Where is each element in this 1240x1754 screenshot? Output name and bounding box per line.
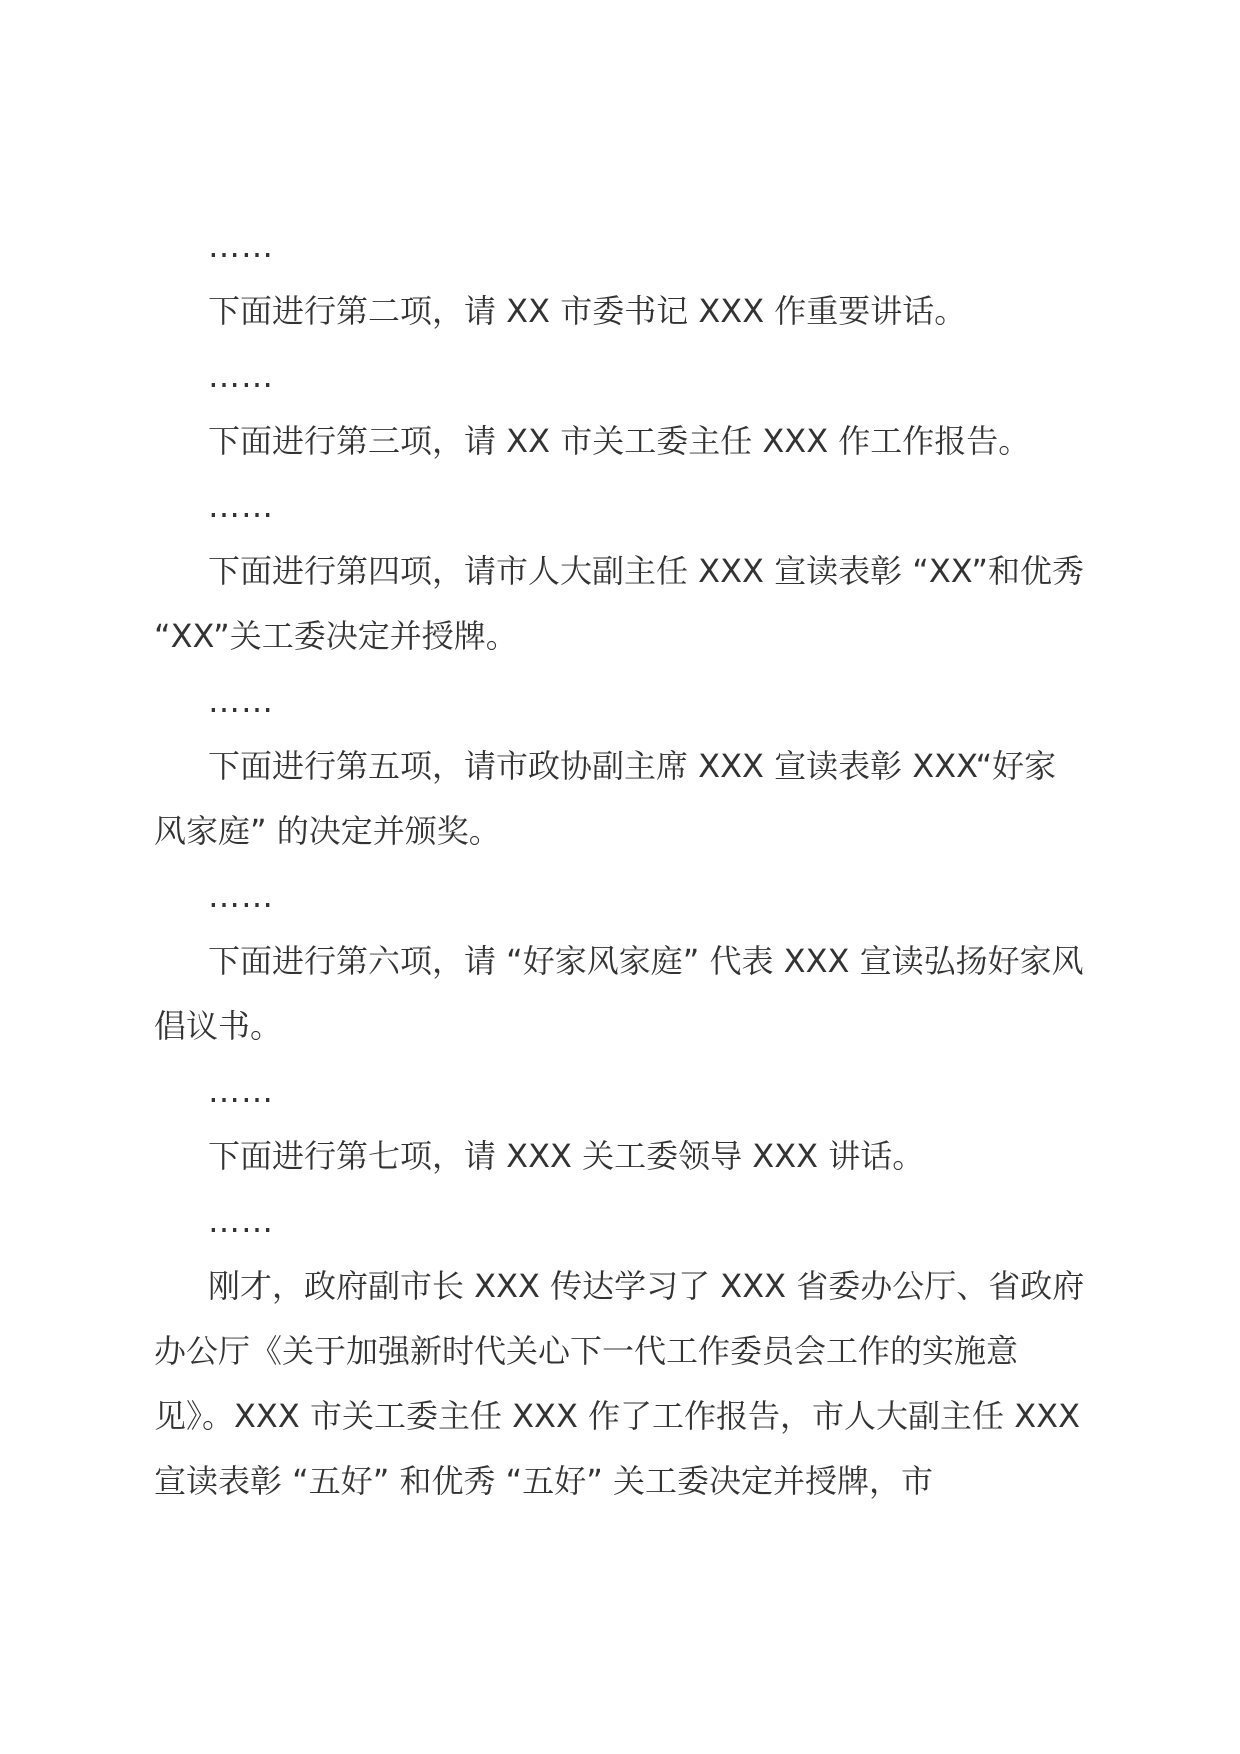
agenda-item-3: 下面进行第三项，请 XX 市关工委主任 XXX 作工作报告。 [208, 422, 1031, 460]
summary-paragraph: 刚才，政府副市长 XXX 传达学习了 XXX 省委办公厅、省政府办公厅《关于加强新时代关心下一代工作委员会工作的实施意见》。XXX 市关工委主任 XXX 作了工作报告，市人大副主任 XXX 宣读表彰 “五好” 和优秀 “五好” 关工委决定并授牌，市 [154, 1267, 1085, 1500]
ellipsis: …… [208, 227, 274, 265]
ellipsis: …… [208, 682, 274, 720]
agenda-item-5: 下面进行第五项，请市政协副主席 XXX 宣读表彰 XXX“好家风家庭” 的决定并颁奖。 [154, 747, 1057, 850]
ellipsis: …… [208, 357, 274, 395]
agenda-item-6: 下面进行第六项，请 “好家风家庭” 代表 XXX 宣读弘扬好家风倡议书。 [154, 942, 1084, 1045]
ellipsis: …… [208, 877, 274, 915]
agenda-item-4: 下面进行第四项，请市人大副主任 XXX 宣读表彰 “XX”和优秀 “XX”关工委决定并授牌。 [154, 552, 1084, 655]
document-page [154, 214, 1086, 1514]
ellipsis: …… [208, 487, 274, 525]
ellipsis: …… [208, 1072, 274, 1110]
agenda-item-7: 下面进行第七项，请 XXX 关工委领导 XXX 讲话。 [208, 1137, 925, 1175]
agenda-item-2: 下面进行第二项，请 XX 市委书记 XXX 作重要讲话。 [208, 292, 967, 330]
ellipsis: …… [208, 1202, 274, 1240]
